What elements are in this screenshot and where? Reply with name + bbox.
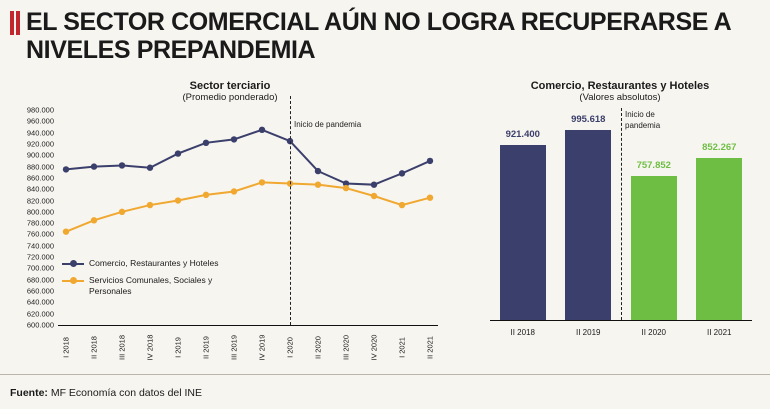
x-tick-label: II 2018 — [89, 336, 99, 359]
y-tick-label: 780.000 — [26, 218, 54, 228]
x-tick-label: III 2020 — [341, 334, 351, 361]
legend-label-comercio: Comercio, Restaurantes y Hoteles — [89, 258, 219, 268]
line-chart-x-axis — [58, 325, 438, 326]
bar-value-label: 995.618 — [571, 114, 606, 126]
pandemia-annotation-label-line2: pandemia — [625, 121, 661, 130]
data-point — [119, 162, 125, 168]
bar-column — [500, 128, 546, 321]
line-chart-x-labels — [58, 329, 438, 369]
y-tick-label: 700.000 — [26, 263, 54, 273]
x-tick-label: II 2020 — [313, 336, 323, 359]
data-point — [231, 188, 237, 194]
legend-swatch-comercio — [62, 263, 84, 265]
legend-label-servicios: Servicios Comunales, Sociales y Personales — [89, 275, 213, 296]
data-point — [119, 209, 125, 215]
line-chart-panel — [0, 80, 460, 370]
data-point — [371, 193, 377, 199]
data-point — [399, 202, 405, 208]
x-tick-label: II 2021 — [707, 328, 732, 337]
bar-chart-title: Comercio, Restaurantes y Hoteles — [530, 80, 710, 92]
x-tick-label: I 2018 — [61, 337, 71, 358]
x-tick-label: II 2019 — [576, 328, 601, 337]
x-tick-label: III 2018 — [117, 334, 127, 361]
bar-rect — [500, 145, 546, 321]
headline — [10, 8, 760, 64]
y-tick-label: 720.000 — [26, 252, 54, 262]
series-points-comercio — [63, 127, 433, 188]
data-point — [91, 217, 97, 223]
source-text: MF Economía con datos del INE — [50, 387, 202, 399]
accent-bars-icon — [10, 11, 20, 35]
data-point — [63, 166, 69, 172]
charts-container — [0, 80, 770, 370]
y-tick-label: 840.000 — [26, 184, 54, 194]
bar-rect — [565, 130, 611, 320]
y-tick-label: 880.000 — [26, 162, 54, 172]
bar-value-label: 921.400 — [505, 128, 540, 140]
y-tick-label: 760.000 — [26, 229, 54, 239]
y-tick-label: 620.000 — [26, 309, 54, 319]
x-tick-label: I 2021 — [397, 337, 407, 358]
y-tick-label: 820.000 — [26, 196, 54, 206]
bar-value-label: 757.852 — [636, 159, 671, 171]
data-point — [147, 165, 153, 171]
data-point — [203, 192, 209, 198]
x-tick-label: IV 2019 — [257, 334, 267, 361]
x-tick-label: I 2019 — [173, 337, 183, 358]
y-tick-label: 740.000 — [26, 241, 54, 251]
bar-column — [631, 159, 677, 320]
y-tick-label: 900.000 — [26, 150, 54, 160]
data-point — [399, 170, 405, 176]
data-point — [315, 168, 321, 174]
x-tick-label: IV 2018 — [145, 334, 155, 361]
data-point — [259, 179, 265, 185]
data-point — [259, 127, 265, 133]
bar-column — [696, 141, 742, 320]
x-tick-label: II 2020 — [641, 328, 666, 337]
data-point — [343, 185, 349, 191]
x-tick-label: II 2019 — [201, 336, 211, 359]
y-tick-label: 920.000 — [26, 139, 54, 149]
y-tick-label: 800.000 — [26, 207, 54, 217]
line-chart-title: Sector terciario — [189, 80, 271, 92]
bar-chart-panel — [470, 80, 770, 370]
x-tick-label: III 2019 — [229, 334, 239, 361]
x-tick-label: I 2020 — [285, 337, 295, 358]
bar-chart-x-axis — [490, 320, 752, 321]
data-point — [147, 202, 153, 208]
series-line-servicios — [66, 182, 430, 231]
data-point — [175, 197, 181, 203]
legend-swatch-servicios — [62, 280, 84, 282]
bar-rect — [696, 158, 742, 320]
y-tick-label: 960.000 — [26, 116, 54, 126]
line-chart-legend — [62, 258, 239, 303]
data-point — [63, 228, 69, 234]
pandemia-divider-line-bars — [621, 108, 622, 320]
data-point — [175, 150, 181, 156]
y-tick-label: 660.000 — [26, 286, 54, 296]
x-tick-label: II 2018 — [510, 328, 535, 337]
series-line-comercio — [66, 130, 430, 185]
data-point — [315, 181, 321, 187]
y-tick-label: 980.000 — [26, 105, 54, 115]
legend-item-comercio — [62, 258, 239, 269]
bar-rect — [631, 176, 677, 320]
pandemia-divider-line — [290, 96, 291, 325]
source-footer — [10, 387, 202, 399]
y-tick-label: 640.000 — [26, 297, 54, 307]
source-label: Fuente: — [10, 387, 48, 399]
y-tick-label: 680.000 — [26, 275, 54, 285]
bar-column — [565, 114, 611, 320]
x-tick-label: II 2021 — [425, 336, 435, 359]
data-point — [231, 136, 237, 142]
data-point — [91, 163, 97, 169]
bar-chart-x-labels — [490, 324, 752, 354]
bar-value-label: 852.267 — [702, 141, 737, 153]
footer-divider — [0, 374, 770, 375]
line-chart-subtitle: (Promedio ponderado) — [182, 92, 278, 103]
data-point — [203, 140, 209, 146]
pandemia-annotation-label-line1: Inicio de — [625, 110, 655, 119]
line-chart-y-axis — [0, 105, 56, 330]
y-tick-label: 860.000 — [26, 173, 54, 183]
headline-text: EL SECTOR COMERCIAL AÚN NO LOGRA RECUPERARSE A NIVELES PREPANDEMIA — [26, 8, 731, 64]
data-point — [427, 194, 433, 200]
data-point — [427, 158, 433, 164]
data-point — [371, 181, 377, 187]
bar-chart-subtitle: (Valores absolutos) — [579, 92, 661, 103]
legend-item-servicios — [62, 275, 239, 297]
pandemia-annotation-label: Inicio de pandemia — [294, 120, 362, 129]
y-tick-label: 940.000 — [26, 128, 54, 138]
y-tick-label: 600.000 — [26, 320, 54, 330]
x-tick-label: IV 2020 — [369, 334, 379, 361]
